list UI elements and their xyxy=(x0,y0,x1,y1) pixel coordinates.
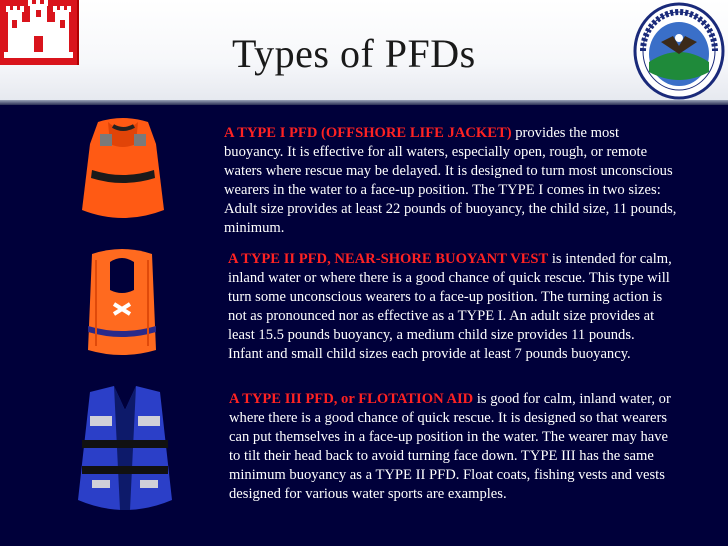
type-2-body: is intended for calm, inland water or where there is a good chance of quick rescue. This type will turn some unconscious wearers to a face-up position. The turning action is not as pronounced nor as effective as a TYPE I. An adult size provides at least 15.5 pounds buoyancy, a medium child size provides 11 pounds. Infant and small child sizes each provide at least 7 pounds buoyancy. xyxy=(228,251,672,362)
type-1-body: provides the most buoyancy. It is effective for all waters, especially open, rough, or remote waters where rescue may be delayed. It is designed to turn most unconscious wearers in the water to a face-up position. The TYPE I comes in two sizes: Adult size provides at least 22 pounds of buoyancy, the child size, 11 pounds, minimum. xyxy=(224,125,677,236)
type-3-flotation-vest-icon xyxy=(70,380,180,520)
type-3-body: is good for calm, inland water, or where there is a good chance of quick rescue. It is designed so that wearers can put themselves in a face-up position in the water. The wearer may have to tilt their head back to avoid turning face down. TYPE III has the same minimum buoyancy as a TYPE II PFD. Float coats, fishing vests and vests designed for various water sports are examples. xyxy=(229,391,671,502)
agency-seal-icon xyxy=(633,2,725,100)
type-1-life-jacket-icon xyxy=(78,114,168,228)
type-1-description xyxy=(224,124,679,238)
type-2-heading: A TYPE II PFD, NEAR-SHORE BUOYANT VEST xyxy=(228,251,549,267)
type-1-heading: A TYPE I PFD (OFFSHORE LIFE JACKET) xyxy=(224,125,512,141)
type-3-description xyxy=(229,390,679,504)
type-3-heading: A TYPE III PFD, or FLOTATION AID xyxy=(229,391,474,407)
castle-logo-icon xyxy=(0,0,79,65)
type-2-description xyxy=(228,250,673,364)
type-2-buoyant-vest-icon xyxy=(82,242,162,360)
slide-title: Types of PFDs xyxy=(232,31,476,76)
